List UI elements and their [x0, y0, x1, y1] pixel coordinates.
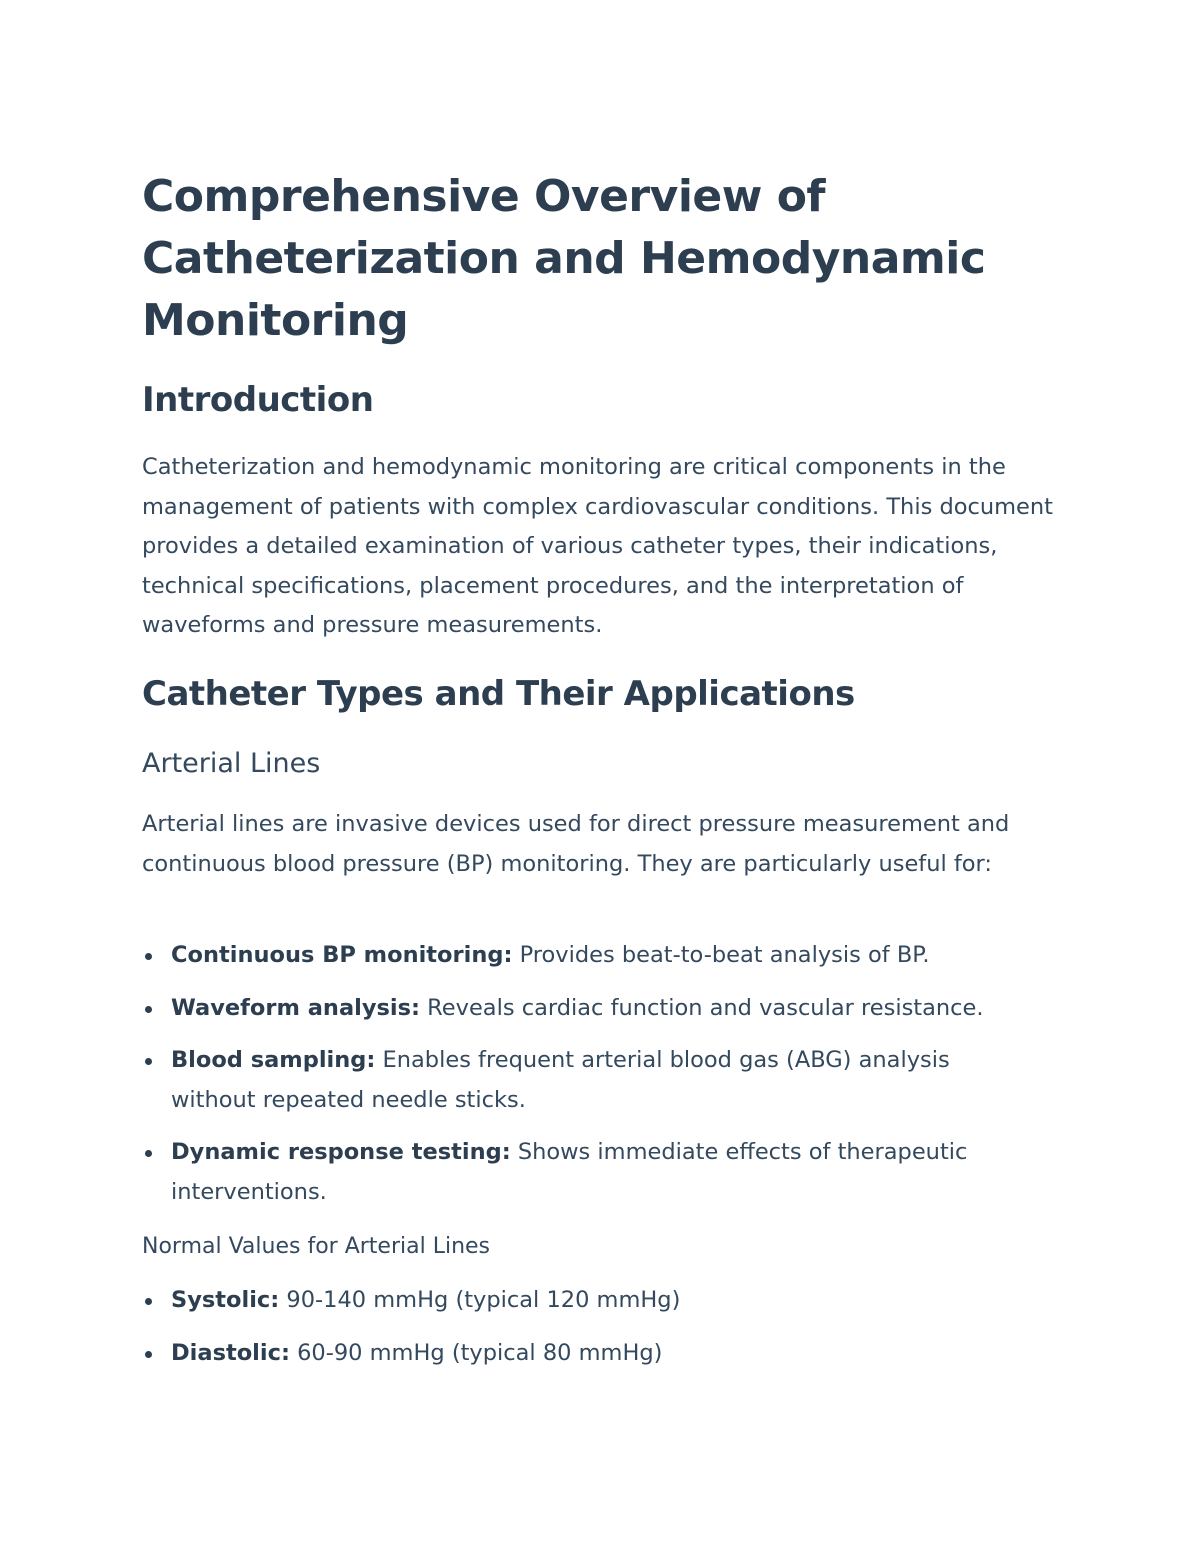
list-item-text: Enables frequent arterial blood gas (ABG) analysis without repeated needle sticks. — [171, 1047, 950, 1113]
bullet-icon — [145, 953, 152, 960]
bullet-icon — [145, 1150, 152, 1157]
list-item-text: 90-140 mmHg (typical 120 mmHg) — [286, 1287, 681, 1313]
arterial-lines-uses-list — [142, 936, 1042, 1212]
list-item — [142, 1334, 1042, 1374]
list-item-term: Systolic: — [171, 1287, 280, 1313]
list-item — [142, 1281, 1042, 1321]
bullet-icon — [145, 1298, 152, 1305]
list-item — [142, 989, 1042, 1029]
list-item-text: Shows immediate effects of therapeutic interventions. — [171, 1139, 968, 1205]
bullet-icon — [145, 1058, 152, 1065]
list-item — [142, 1133, 1051, 1212]
arterial-lines-paragraph: Arterial lines are invasive devices used for direct pressure measurement and continuous blood pressure (BP) monitoring. They are particularly useful for: — [142, 811, 1010, 877]
list-item-term: Continuous BP monitoring: — [171, 942, 513, 968]
introduction-heading: Introduction — [142, 380, 374, 420]
list-item-term: Diastolic: — [171, 1339, 290, 1366]
normal-values-heading: Normal Values for Arterial Lines — [142, 1234, 491, 1259]
bullet-icon — [145, 1351, 152, 1358]
list-item-term: Blood sampling: — [171, 1047, 376, 1073]
catheter-types-heading: Catheter Types and Their Applications — [142, 674, 855, 714]
page-title: Comprehensive Overview of Catheterization and Hemodynamic Monitoring — [142, 171, 986, 346]
list-item-text: 60-90 mmHg (typical 80 mmHg) — [297, 1339, 663, 1366]
arterial-lines-heading: Arterial Lines — [142, 748, 321, 779]
list-item-term: Dynamic response testing: — [171, 1139, 511, 1165]
list-item-term: Waveform analysis: — [171, 994, 421, 1021]
normal-values-list — [142, 1281, 1042, 1373]
list-item-text: Reveals cardiac function and vascular resistance. — [427, 994, 984, 1021]
introduction-paragraph: Catheterization and hemodynamic monitoring are critical components in the management of patients with complex cardiovascular conditions. This document provides a detailed examination of various catheter types, their indications, technical specifications, placement procedures, and the interpretation of waveforms and pressure measurements. — [142, 454, 1053, 638]
list-item — [142, 1041, 1031, 1120]
bullet-icon — [145, 1006, 152, 1013]
list-item-text: Provides beat-to-beat analysis of BP. — [519, 942, 930, 968]
list-item — [142, 936, 1042, 976]
